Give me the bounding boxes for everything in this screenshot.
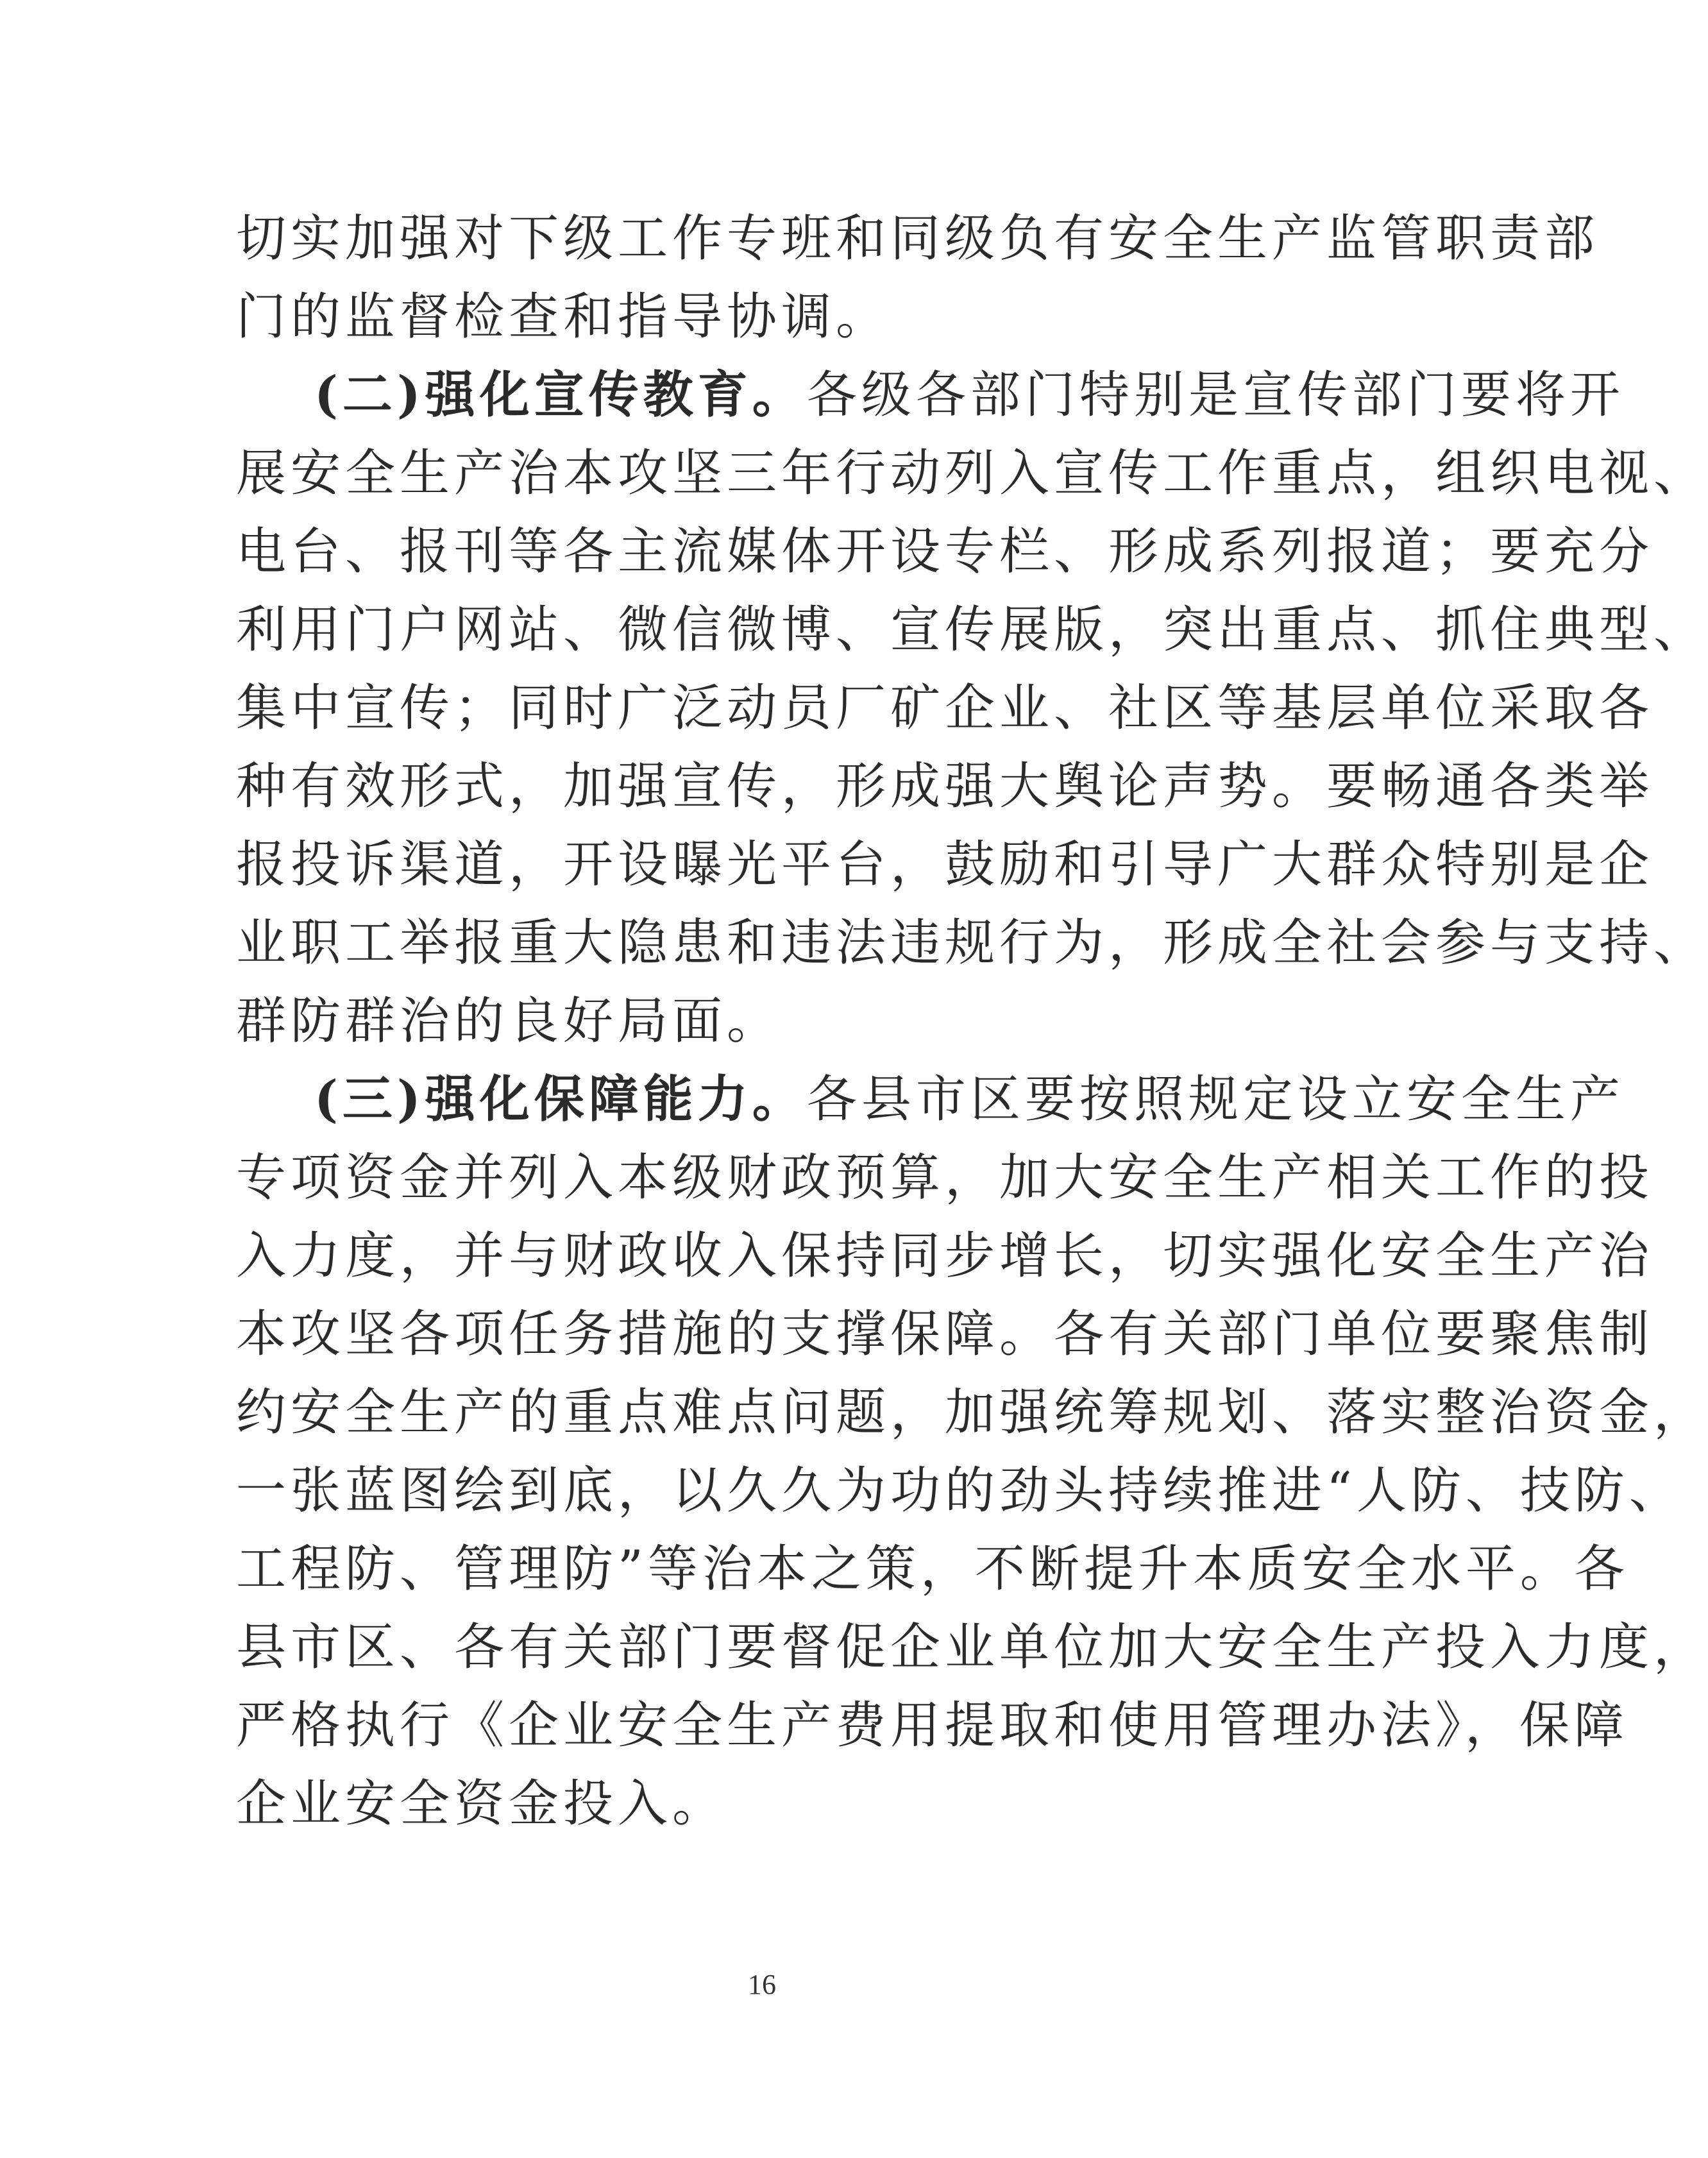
text-line: 切实加强对下级工作专班和同级负有安全生产监管职责部 [236,210,1600,268]
text-line: 严格执行《企业安全生产费用提取和使用管理办法》，保障 [236,1697,1629,1754]
text-line: 县市区、各有关部门要督促企业单位加大安全生产投入力度， [236,1618,1708,1676]
text-line: 种有效形式，加强宣传，形成强大舆论声势。要畅通各类举 [236,758,1654,815]
text-line: 门的监督检查和指导协调。 [236,288,891,346]
section-3-first-line [314,1069,1625,1130]
section-3-heading: (三)强化保障能力。 [314,1070,807,1128]
section-2-first-line-text: 各级各部门特别是宣传部门要将开 [806,366,1625,424]
text-line: 群防群治的良好局面。 [236,992,782,1050]
text-line: 约安全生产的重点难点问题，加强统筹规划、落实整治资金， [236,1384,1708,1441]
text-line: 集中宣传；同时广泛动员厂矿企业、社区等基层单位采取各 [236,679,1654,737]
text-line: 入力度，并与财政收入保持同步增长，切实强化安全生产治 [236,1227,1654,1285]
text-line: 电台、报刊等各主流媒体开设专栏、形成系列报道；要充分 [236,523,1654,581]
text-line: 报投诉渠道，开设曝光平台，鼓励和引导广大群众特别是企 [236,836,1654,894]
text-line: 专项资金并列入本级财政预算，加大安全生产相关工作的投 [236,1149,1654,1207]
text-line: 业职工举报重大隐患和违法违规行为，形成全社会参与支持、 [236,914,1708,972]
text-line: 一张蓝图绘到底，以久久为功的劲头持续推进“人防、技防、 [236,1462,1684,1520]
page-number: 16 [748,1969,776,2000]
text-line: 展安全生产治本攻坚三年行动列入宣传工作重点，组织电视、 [236,445,1708,502]
section-2-heading: (二)强化宣传教育。 [314,366,807,424]
section-3-first-line-text: 各县市区要按照规定设立安全生产 [806,1071,1625,1128]
text-line: 工程防、管理防”等治本之策，不断提升本质安全水平。各 [236,1540,1629,1598]
section-2-first-line [314,364,1625,426]
text-line: 企业安全资金投入。 [236,1775,727,1833]
text-line: 本攻坚各项任务措施的支撑保障。各有关部门单位要聚焦制 [236,1305,1654,1363]
text-line: 利用门户网站、微信微博、宣传展版，突出重点、抓住典型、 [236,601,1708,659]
